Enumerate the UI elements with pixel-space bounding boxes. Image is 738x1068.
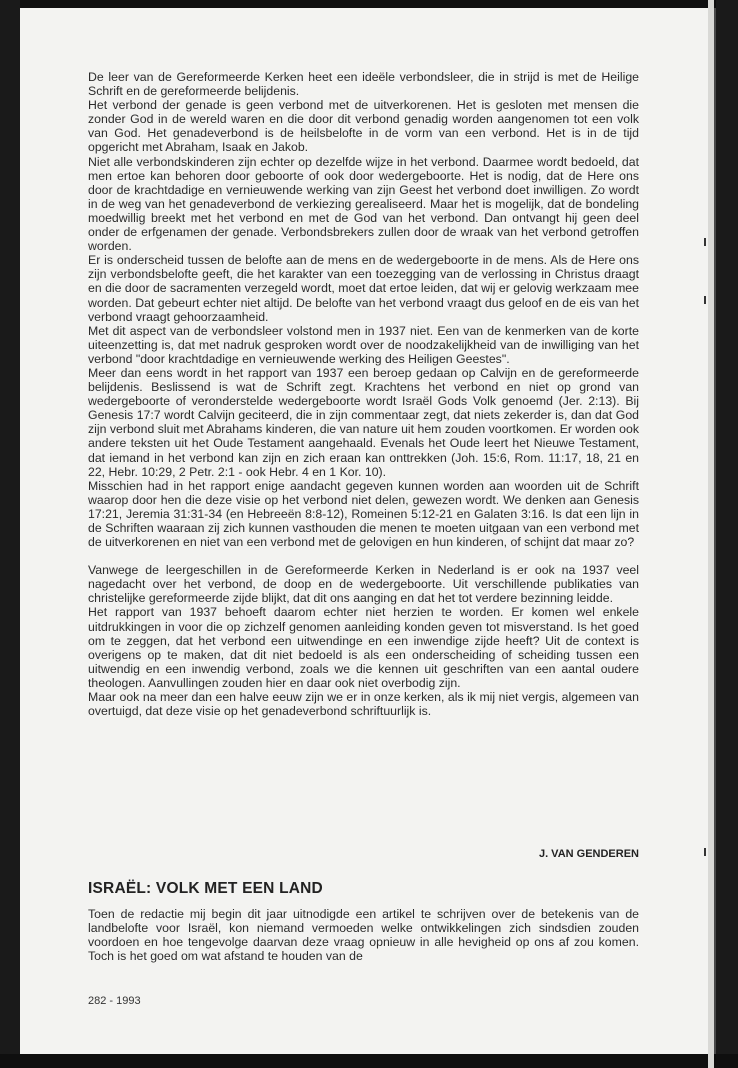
paragraph: Niet alle verbondskinderen zijn echter op dezelfde wijze in het verbond. Daarmee wordt bedoeld, dat men ertoe kan behoren door geboorte of ook door wedergeboorte. Het is nodig, dat de Here ons door de krachtdadige en vernieuwende werking van zijn Geest het verbond doet inwilligen. Zo wordt in de weg van het genadeverbond de verkiezing gerealiseerd. Maar het is mogelijk, dat de bondeling moedwillig breekt met het verbond en met de God van het verbond. Dan ontvangt hij geen deel onder de erfgenamen der genade. Verbondsbrekers zullen door de wraak van het verbond getroffen worden.	[88, 154, 639, 254]
page-number: 282 - 1993	[88, 995, 141, 1007]
margin-mark	[704, 296, 706, 304]
article-heading: ISRAËL: VOLK MET EEN LAND	[88, 880, 323, 897]
paragraph: Maar ook na meer dan een halve eeuw zijn we er in onze kerken, als ik mij niet vergis, algemeen van overtuigd, dat deze visie op het genadeverbond schriftuurlijk is.	[88, 690, 639, 719]
scan-border-left	[0, 0, 20, 1068]
page-edge	[708, 0, 714, 1068]
paragraph: Toen de redactie mij begin dit jaar uitnodigde een artikel te schrijven over de betekenis van de landbelofte voor Israël, kon niemand vermoeden welke ontwikkelingen zich sindsdien zouden voordoen en hoe tengevolge daarvan deze vraag opnieuw in alle hevigheid op ons af zou komen. Toch is het goed om wat afstand te houden van de	[88, 907, 639, 964]
scan-border-right	[716, 0, 738, 1068]
author-signature: J. VAN GENDEREN	[538, 848, 639, 860]
paragraph: Er is onderscheid tussen de belofte aan de mens en de wedergeboorte in de mens. Als de Here ons zijn verbondsbelofte geeft, die het karakter van een toezegging van de verlossing in Christus draagt en die door de sacramenten verzegeld wordt, moet dat ertoe leiden, dat wij er gelovig werkzaam mee worden. Dat gebeurt echter niet altijd. De belofte van het verbond vraagt dus geloof en de eis van het verbond vraagt gehoorzaamheid.	[88, 253, 639, 324]
paragraph: De leer van de Gereformeerde Kerken heet een ideële verbondsleer, die in strijd is met de Heilige Schrift en de gereformeerde belijdenis.	[88, 70, 639, 99]
paragraph: Met dit aspect van de verbondsleer volstond men in 1937 niet. Een van de kenmerken van de korte uiteenzetting is, dat met nadruk gesproken wordt over de noodzakelijkheid van de inwilliging van het verbond "door krachtdadige en vernieuwende werking des Heiligen Geestes".	[88, 323, 639, 366]
scan-border-bottom	[0, 1054, 738, 1068]
margin-mark	[704, 848, 706, 856]
paragraph: Misschien had in het rapport enige aandacht gegeven kunnen worden aan woorden uit de Schrift waarop door hen die deze visie op het verbond niet delen, gewezen wordt. We denken aan Genesis 17:21, Jeremia 31:31-34 (en Hebreeën 8:8-12), Romeinen 5:12-21 en Galaten 3:16. Is dat een lijn in de Schriften waaraan zij zich kunnen vasthouden die menen te moeten uitgaan van een verbond met de uitverkorenen en niet van een verbond met de gelovigen en hun kinderen, of schijnt dat maar zo?	[88, 478, 639, 550]
paragraph: Vanwege de leergeschillen in de Gereformeerde Kerken in Nederland is er ook na 1937 veel nagedacht over het verbond, de doop en de wedergeboorte. Uit verschillende publikaties van christelijke gereformeerde zijde blijkt, dat dit ons aanging en dat het tot verdere bezinning leidde.	[88, 563, 639, 606]
article-body-2	[88, 907, 639, 963]
paragraph: Meer dan eens wordt in het rapport van 1937 een beroep gedaan op Calvijn en de gereformeerde belijdenis. Beslissend is wat de Schrift zegt. Krachtens het verbond en niet op grond van wedergeboorte of veronderstelde wedergeboorte wordt Israël Gods Volk genoemd (Jer. 2:13). Bij Genesis 17:7 wordt Calvijn geciteerd, die in zijn commentaar zegt, dat niets zekerder is, dan dat God zijn verbond sluit met Abrahams kinderen, die van nature uit hem zouden voortkomen. Er worden ook andere teksten uit het Oude Testament aangehaald. Evenals het Oude leert het Nieuwe Testament, dat iemand in het verbond kan zijn en zich eraan kan onttrekken (Joh. 15:6, Rom. 11:17, 18, 21 en 22, Hebr. 10:29, 2 Petr. 2:1 - ook Hebr. 4 en 1 Kor. 10).	[88, 365, 639, 479]
paragraph: Het rapport van 1937 behoeft daarom echter niet herzien te worden. Er komen wel enkele uitdrukkingen in voor die op zichzelf genomen aanleiding konden geven tot misverstand. Is het goed om te zeggen, dat het verbond een uitwendinge en een inwendige zijde heeft? Uit de context is overigens op te maken, dat dit niet bedoeld is als een onderscheiding of scheiding tussen een uitwendig en een inwendig verbond, zoals we die kennen uit geschriften van een aantal oudere theologen. Aanvullingen zouden hier en daar ook niet overbodig zijn.	[88, 605, 639, 690]
paragraph: Het verbond der genade is geen verbond met de uitverkorenen. Het is gesloten met mensen die zonder God in de wereld waren en die door dit verbond genadig worden aangenomen tot een volk van God. Het genadeverbond is de heilsbelofte in de vorm van een verbond. Het is in de tijd opgericht met Abraham, Isaak en Jakob.	[88, 98, 639, 155]
article-body	[88, 70, 639, 718]
margin-mark	[704, 238, 706, 246]
scan-border-top	[0, 0, 738, 8]
